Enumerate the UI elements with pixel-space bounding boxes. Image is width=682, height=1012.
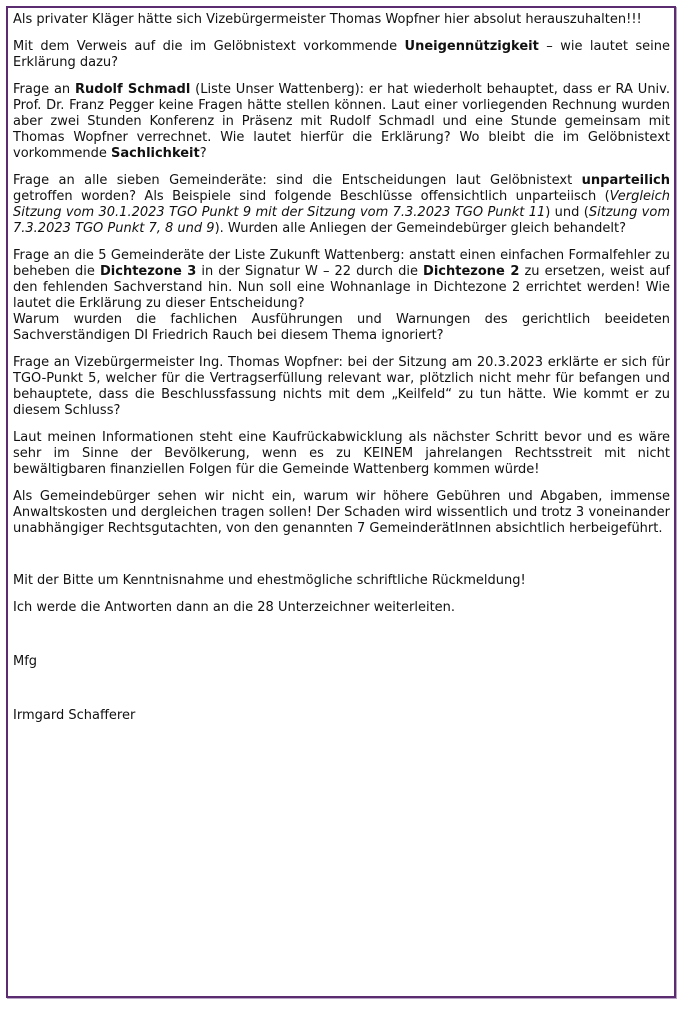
keyword-dichtezone-2: Dichtezone 2	[423, 264, 520, 279]
closing: Mfg	[13, 654, 38, 669]
signature-name: Irmgard Schafferer	[13, 708, 136, 723]
paragraph-6: Frage an Vizebürgermeister Ing. Thomas Wopfner: bei der Sitzung am 20.3.2023 erklärte er sich für TGO-Punkt 5, welcher für die Vertragserfüllung relevant war, plötzlich nicht mehr für befangen und behauptete, dass die Beschlussfassung nichts mit dem „Keilfeld“ zu tun hätte. Wie kommt er zu diesem Schluss?	[13, 355, 670, 418]
letter-body	[13, 12, 670, 735]
paragraph-3: Frage an Rudolf Schmadl (Liste Unser Wattenberg): er hat wiederholt behauptet, dass er RA Univ. Prof. Dr. Franz Pegger keine Fragen hätte stellen können. Laut einer vorliegenden Rechnung wurden aber zwei Stunden Konferenz in Präsenz mit Rudolf Schmadl und eine Stunde gemeinsam mit Thomas Wopfner verrechnet. Wie lautet hierfür die Erklärung? Wo bleibt die im Gelöbnistext vorkommende Sachlichkeit?	[13, 82, 670, 161]
name-rudolf-schmadl: Rudolf Schmadl	[75, 82, 191, 97]
paragraph-7: Laut meinen Informationen steht eine Kaufrückabwicklung als nächster Schritt bevor und es wäre sehr im Sinne der Bevölkerung, wenn es zu KEINEM jahrelangen Rechtsstreit mit nicht bewältigbaren finanziellen Folgen für die Gemeinde Wattenberg kommen würde!	[13, 430, 670, 477]
reference-sitzung-1: Vergleich Sitzung vom 30.1.2023 TGO Punkt 9 mit der Sitzung vom 7.3.2023 TGO Punkt 11	[13, 189, 670, 220]
keyword-sachlichkeit: Sachlichkeit	[110, 146, 200, 161]
keyword-unparteilich: unparteilich	[581, 173, 670, 188]
paragraph-1: Als privater Kläger hätte sich Vizebürgermeister Thomas Wopfner hier absolut herauszuhalten!!!	[13, 12, 642, 27]
reference-sitzung-2: Sitzung vom 7.3.2023 TGO Punkt 7, 8 und 9	[13, 205, 670, 236]
paragraph-forwarding: Ich werde die Antworten dann an die 28 Unterzeichner weiterleiten.	[13, 600, 456, 615]
keyword-dichtezone-3: Dichtezone 3	[99, 264, 197, 279]
paragraph-4: Frage an alle sieben Gemeinderäte: sind die Entscheidungen laut Gelöbnistext unparteilich getroffen worden? Als Beispiele sind folgende Beschlüsse offensichtlich unparteiisch (Vergleich Sitzung vom 30.1.2023 TGO Punkt 9 mit der Sitzung vom 7.3.2023 TGO Punkt 11) und (Sitzung vom 7.3.2023 TGO Punkt 7, 8 und 9). Wurden alle Anliegen der Gemeindebürger gleich behandelt?	[13, 173, 670, 236]
paragraph-2: Mit dem Verweis auf die im Gelöbnistext vorkommende Uneigennützigkeit – wie lautet seine Erklärung dazu?	[13, 39, 671, 70]
keyword-uneigennuetzigkeit: Uneigennützigkeit	[404, 39, 539, 54]
paragraph-5: Frage an die 5 Gemeinderäte der Liste Zukunft Wattenberg: anstatt einen einfachen Formalfehler zu beheben die Dichtezone 3 in der Signatur W – 22 durch die Dichtezone 2 zu ersetzen, weist auf den fehlenden Sachverstand hin. Nun soll eine Wohnanlage in Dichtezone 2 errichtet werden! Wie lautet die Erklärung zu dieser Entscheidung? Warum wurden die fachlichen Ausführungen und Warnungen des gerichtlich beeideten Sachverständigen DI Friedrich Rauch bei diesem Thema ignoriert?	[13, 248, 670, 343]
paragraph-8: Als Gemeindebürger sehen wir nicht ein, warum wir höhere Gebühren und Abgaben, immense Anwaltskosten und dergleichen tragen sollen! Der Schaden wird wissentlich und trotz 3 voneinander unabhängiger Rechtsgutachten, von den genannten 7 GemeinderätInnen absichtlich herbeigeführt.	[13, 489, 670, 536]
paragraph-request: Mit der Bitte um Kenntnisnahme und ehestmögliche schriftliche Rückmeldung!	[13, 573, 526, 588]
